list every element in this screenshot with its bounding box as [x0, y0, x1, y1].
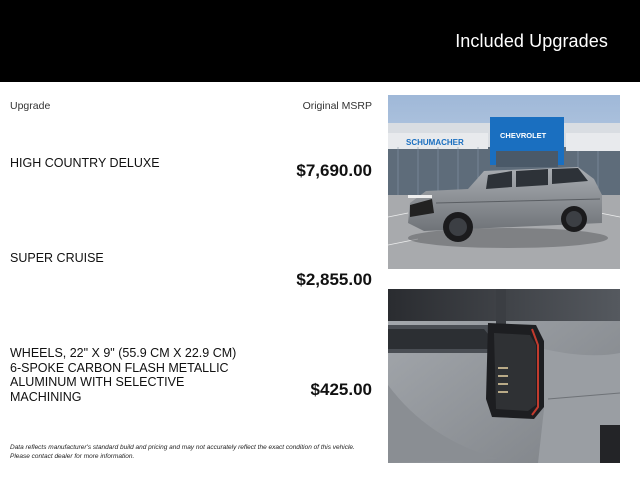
upgrade-price-3: $425.00 [310, 380, 372, 399]
upgrade-price-1: $7,690.00 [296, 161, 372, 180]
upgrade-name-3: WHEELS, 22" X 9" (55.9 CM X 22.9 CM) 6-SPOKE CARBON FLASH METALLIC ALUMINUM WITH SELECTIVE MACHINING [10, 346, 237, 404]
header-bar [0, 0, 640, 82]
column-header-upgrade: Upgrade [10, 100, 51, 112]
upgrade-name-2: SUPER CRUISE [10, 251, 104, 265]
brand-sign: CHEVROLET [500, 131, 547, 140]
taillight-photo [388, 289, 620, 463]
vehicle-photo [388, 95, 620, 269]
page-title: Included Upgrades [455, 31, 608, 51]
dealer-sign: SCHUMACHER [406, 138, 464, 147]
column-header-msrp: Original MSRP [302, 100, 372, 112]
disclaimer-text: Data reflects manufacturer's standard build and pricing and may not accurately reflect the exact condition of this vehicle. Please contact dealer for more information. [10, 444, 355, 460]
upgrade-name-1: HIGH COUNTRY DELUXE [10, 156, 160, 170]
upgrade-price-2: $2,855.00 [296, 270, 372, 289]
